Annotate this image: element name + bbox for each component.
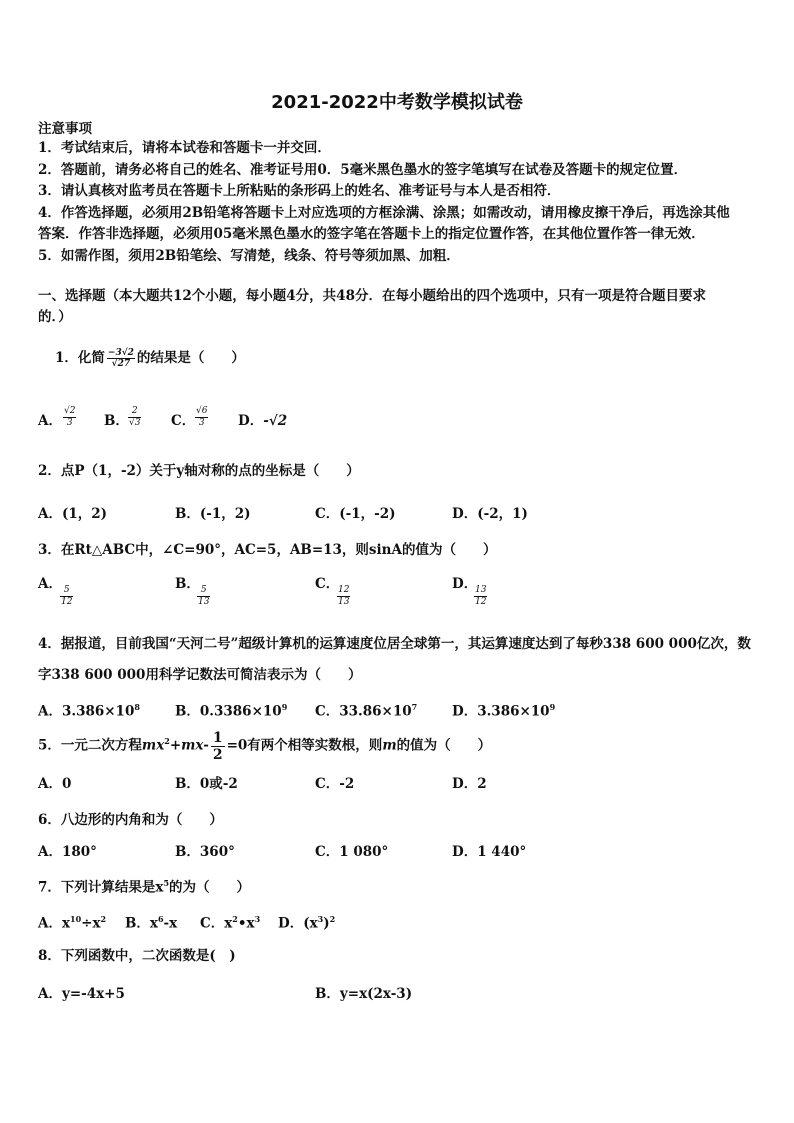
q8-option-b: B．y=x(2x-3) — [315, 986, 413, 1002]
q1-fraction — [107, 348, 135, 369]
q5-variable: m — [382, 737, 397, 754]
option-term: ÷x — [81, 915, 101, 932]
fraction-numerator: √2 — [64, 406, 76, 416]
q1-numerator: −3√2 — [107, 348, 134, 358]
notice-item: 3．请认真核对监考员在答题卡上所粘贴的条形码上的姓名、准考证号与本人是否相符． — [38, 183, 561, 199]
option-label: D．(x — [278, 915, 318, 932]
exponent: 3 — [254, 914, 261, 924]
exponent: 9 — [549, 702, 556, 712]
q8-option-a: A．y=-4x+5 — [38, 986, 125, 1002]
q3-option-d-label: D． — [452, 576, 478, 592]
q6-option-a: A．180° — [38, 844, 97, 860]
q1-option-c-label: C． — [171, 413, 196, 429]
q1-suffix: 的结果是（ ） — [136, 350, 245, 366]
question-2-stem: 2．点P（1，-2）关于y轴对称的点的坐标是（ ） — [38, 463, 360, 479]
q3-option-c-fraction — [337, 585, 350, 608]
q5-option-a: A．0 — [38, 776, 72, 792]
option-term: ) — [323, 915, 330, 932]
q3-option-c-label: C． — [315, 576, 340, 592]
q3-option-b-fraction — [197, 585, 210, 608]
fraction-numerator: 2 — [128, 406, 141, 418]
notice-item: 1．考试结束后，请将本试卷和答题卡一并交回． — [38, 140, 331, 156]
q1-option-b-label: B． — [104, 413, 129, 429]
section-heading-cont: 的．） — [38, 309, 72, 325]
q7-option-b — [125, 910, 177, 933]
question-6-stem: 6．八边形的内角和为（ ） — [38, 812, 223, 828]
fraction-denominator: 13 — [338, 597, 350, 607]
q2-option-c: C．(-1，-2) — [315, 506, 396, 522]
q5-option-c: C．-2 — [315, 776, 355, 792]
fraction-numerator: √6 — [196, 406, 208, 416]
q7-option-a — [38, 910, 106, 933]
fraction-denominator: 12 — [475, 597, 487, 607]
notice-heading: 注意事项 — [38, 121, 92, 137]
question-4-stem-cont: 字338 600 000用科学记数法可简洁表示为（ ） — [38, 667, 362, 683]
exponent: 10 — [70, 914, 82, 924]
q7-suffix: 的为（ ） — [169, 879, 251, 896]
q3-option-a-fraction — [60, 585, 73, 608]
q2-option-a: A．(1，2) — [38, 506, 108, 522]
exponent: 7 — [411, 702, 418, 712]
q6-option-c: C．1 080° — [315, 844, 389, 860]
exponent: 3 — [317, 914, 324, 924]
q1-option-d — [238, 412, 287, 430]
q5-suffix: 的值为（ ） — [396, 737, 492, 754]
q5-text: =0有两个相等实数根，则 — [226, 737, 383, 754]
question-5-stem — [38, 724, 491, 763]
q4-option-b — [175, 698, 287, 721]
exponent: 2 — [329, 914, 336, 924]
fraction-denominator: 3 — [198, 418, 205, 428]
q2-option-b: B．(-1，2) — [175, 506, 251, 522]
q5-option-d: D．2 — [452, 776, 487, 792]
exponent: 2 — [164, 736, 170, 746]
section-heading: 一、选择题（本大题共12个小题，每小题4分，共48分．在每小题给出的四个选项中，只有一项是符合题目要求 — [38, 288, 706, 304]
notice-item: 答案．作答非选择题，必须用05毫米黑色墨水的签字笔在答题卡上的指定位置作答，在其他位置作答一律无效． — [38, 226, 705, 242]
exponent: 2 — [232, 914, 238, 924]
q7-option-c — [200, 910, 260, 933]
q3-option-b-label: B． — [175, 576, 200, 592]
fraction-numerator: 12 — [338, 585, 350, 595]
exponent: 6 — [157, 914, 164, 924]
fraction-denominator: 13 — [198, 597, 210, 607]
option-label: B．0.3386×10 — [175, 703, 282, 720]
option-label: C．x — [200, 915, 233, 932]
q5-prefix: 5．一元二次方程 — [38, 737, 142, 754]
option-term: -x — [163, 915, 178, 932]
option-label: A．x — [38, 915, 71, 932]
fraction-numerator: 5 — [197, 585, 210, 597]
exponent: 8 — [134, 702, 140, 712]
q1-denominator: √27 — [111, 359, 131, 369]
option-term: •x — [237, 915, 255, 932]
q5-option-b: B．0或-2 — [175, 776, 238, 792]
q7-prefix: 7．下列计算结果是x — [38, 879, 164, 896]
q1-option-a-label: A． — [38, 413, 62, 429]
q1-prefix: 1．化简 — [55, 350, 105, 366]
q7-option-d — [278, 910, 335, 933]
q5-term: +mx- — [169, 737, 209, 754]
fraction-denominator: 2 — [212, 746, 223, 763]
fraction-denominator: 3 — [66, 418, 73, 428]
fraction-numerator: 13 — [475, 585, 487, 595]
notice-item: 4．作答选择题，必须用2B铅笔将答题卡上对应选项的方框涂满、涂黑；如需改动，请用橡皮擦干净后，再选涂其他 — [38, 205, 730, 221]
q5-term: mx — [141, 737, 165, 754]
q2-option-d: D．(-2，1) — [452, 506, 528, 522]
q4-option-c — [315, 698, 417, 721]
exponent: 9 — [281, 702, 288, 712]
exponent: 2 — [100, 914, 107, 924]
question-1-stem — [55, 348, 245, 369]
q1-option-c-fraction — [195, 406, 208, 429]
option-label: A．3.386×10 — [38, 703, 135, 720]
option-label: D． — [238, 413, 264, 429]
option-label: C．33.86×10 — [315, 703, 412, 720]
q6-option-b: B．360° — [175, 844, 235, 860]
q4-option-d — [452, 698, 555, 721]
fraction-numerator: 5 — [60, 585, 73, 597]
question-8-stem: 8．下列函数中，二次函数是( ) — [38, 948, 236, 964]
fraction-denominator: √3 — [129, 418, 141, 428]
fraction-numerator: 1 — [212, 729, 223, 746]
q6-option-d: D．1 440° — [452, 844, 527, 860]
q1-option-b-fraction — [128, 406, 141, 429]
q4-option-a — [38, 698, 140, 721]
option-label: B．x — [125, 915, 158, 932]
option-value: -√2 — [263, 413, 288, 429]
fraction-denominator: 12 — [61, 597, 73, 607]
notice-item: 2．答题前，请务必将自己的姓名、准考证号用0．5毫米黑色墨水的签字笔填写在试卷及答题卡的规定位置． — [38, 162, 688, 178]
option-label: D．3.386×10 — [452, 703, 550, 720]
q1-option-a-fraction — [63, 406, 76, 429]
question-4-stem: 4．据报道，目前我国“天河二号”超级计算机的运算速度位居全球第一，其运算速度达到了每秒338 600 000亿次，数 — [38, 636, 751, 652]
exponent: 5 — [163, 878, 170, 888]
page-title: 2021-2022中考数学模拟试卷 — [271, 92, 523, 113]
q3-option-a-label: A． — [38, 576, 62, 592]
question-7-stem — [38, 874, 250, 897]
q3-option-d-fraction — [474, 585, 487, 608]
notice-item: 5．如需作图，须用2B铅笔绘、写清楚，线条、符号等须加黑、加粗． — [38, 248, 460, 264]
question-3-stem: 3．在Rt△ABC中，∠C=90°，AC=5，AB=13，则sinA的值为（ ） — [38, 542, 497, 558]
q5-fraction — [211, 730, 225, 763]
